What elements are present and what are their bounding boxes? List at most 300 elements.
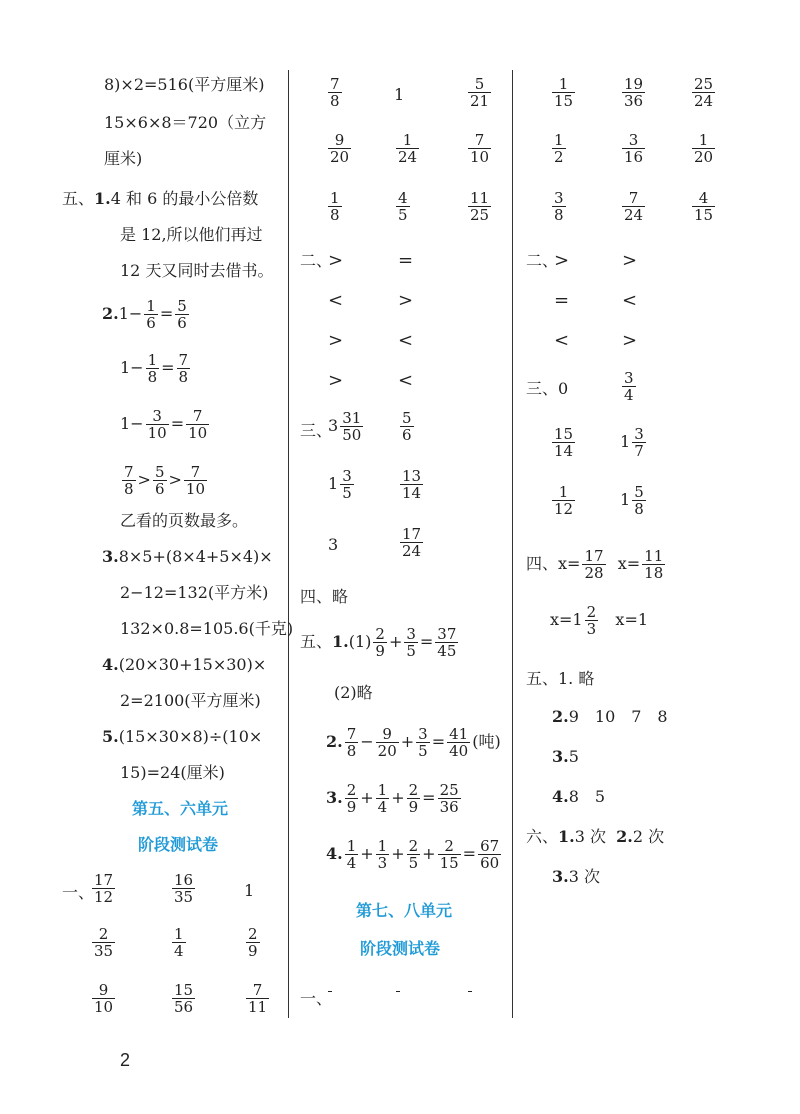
numerator: 5: [177, 297, 187, 315]
numerator: 11: [644, 547, 664, 565]
fraction: [175, 298, 189, 331]
fraction-cell: [90, 871, 117, 906]
denominator: 15: [439, 854, 459, 872]
grid-cell: [244, 982, 271, 1015]
denominator: 24: [624, 206, 644, 224]
grid-cell: [326, 190, 344, 223]
grid-cell: [394, 982, 402, 1000]
fraction: [328, 991, 332, 992]
denominator: 35: [174, 888, 194, 906]
section-prefix: 一、: [62, 883, 95, 902]
numerator: 7: [192, 407, 203, 425]
fraction: [144, 298, 158, 331]
mixed-number: [328, 468, 356, 501]
numerator: 37: [437, 625, 457, 643]
denominator: 15: [694, 206, 714, 224]
denominator: 40: [449, 742, 469, 760]
denominator: 20: [694, 148, 714, 166]
denominator: 8: [330, 206, 340, 224]
grid-cell: [620, 190, 647, 223]
numerator: 25: [439, 781, 459, 799]
unit: (吨): [472, 732, 501, 751]
fraction: [146, 408, 169, 441]
equals: =: [170, 414, 185, 433]
mixed-number: [328, 410, 365, 443]
numerator: 2: [408, 837, 419, 855]
fraction: [396, 991, 400, 992]
fraction-cell: [394, 189, 412, 224]
fraction-cell: [394, 85, 404, 104]
fraction: [340, 410, 363, 443]
variable: x=1: [550, 610, 583, 629]
numerator: 3: [628, 131, 639, 149]
operator: +: [422, 844, 436, 863]
mixed-number: [620, 484, 648, 517]
fraction-cell: [466, 131, 493, 166]
question-6-3: [552, 868, 600, 886]
denominator: [396, 991, 400, 992]
numerator: 3: [406, 625, 416, 643]
fraction: [468, 132, 491, 165]
variable: x=: [617, 554, 641, 573]
section-3: [526, 380, 568, 398]
fraction: [92, 982, 115, 1015]
numerator: 3: [634, 425, 644, 443]
grid-cell: [690, 132, 717, 165]
denominator: 8: [554, 206, 564, 224]
denominator: 10: [188, 424, 208, 442]
question-5-1: [300, 626, 460, 659]
whole: 1: [620, 432, 631, 451]
fraction-cell: [170, 981, 197, 1016]
grid-cell: [394, 132, 421, 165]
fraction-cell: [550, 131, 568, 166]
denominator: 7: [634, 442, 644, 460]
numerator: 1: [147, 351, 158, 369]
fraction: [632, 426, 646, 459]
numerator: 3: [152, 407, 162, 425]
denominator: 2: [554, 148, 564, 166]
question-3: [102, 548, 273, 566]
fraction: [177, 352, 191, 385]
answer-text: 12 天又同时去借书。: [120, 261, 274, 280]
answer-text: 2−12=132(平方米): [120, 583, 269, 602]
answer-text: 2 次: [632, 827, 665, 846]
comparison-symbol: =: [554, 290, 570, 311]
fraction-cell: [466, 981, 474, 1000]
fraction-cell: [620, 75, 647, 110]
numerator: 5: [634, 483, 644, 501]
fraction-cell: [398, 410, 416, 443]
numerator: 5: [402, 409, 412, 427]
numerator: 3: [624, 369, 634, 387]
fraction-cell: [398, 468, 425, 501]
sub-label: (1): [348, 632, 372, 651]
variable: x=1: [615, 610, 649, 629]
fraction: [92, 872, 115, 905]
whole: 1: [328, 474, 339, 493]
fraction: [622, 370, 636, 403]
fraction-cell: [550, 484, 577, 517]
section-prefix: 二、: [300, 251, 333, 270]
comparison-symbol: <: [398, 370, 414, 391]
operator: +: [388, 632, 403, 651]
fraction: [438, 838, 461, 871]
denominator: 10: [147, 424, 167, 442]
question-number: 1.: [94, 189, 111, 208]
fraction-cell: [620, 189, 647, 224]
denominator: 6: [146, 314, 156, 332]
question-5-4: [326, 838, 503, 871]
question-5-1: [62, 190, 258, 208]
fraction-cell: [550, 426, 577, 459]
fraction-cell: [550, 75, 577, 110]
numerator: 1: [146, 297, 156, 315]
numerator: 17: [94, 871, 114, 889]
numerator: 2: [375, 625, 385, 643]
fraction-cell: [326, 131, 353, 166]
fraction: [435, 626, 458, 659]
fraction: [692, 132, 715, 165]
section-6: [526, 828, 664, 846]
numerator: 7: [190, 463, 201, 481]
denominator: [468, 991, 472, 992]
comparison-symbol: >: [328, 250, 344, 271]
whole-number: 0: [558, 379, 569, 398]
comparison: >: [137, 470, 151, 489]
denominator: 4: [174, 942, 184, 960]
fraction: [552, 76, 575, 109]
question-number: 1.: [332, 632, 349, 651]
whole: 1: [620, 490, 631, 509]
answer-text: 4 和 6 的最小公倍数: [110, 189, 259, 208]
denominator: 14: [402, 484, 422, 502]
comparison-symbol: =: [398, 250, 414, 271]
fraction: [642, 548, 665, 581]
denominator: 10: [185, 480, 205, 498]
denominator: 3: [377, 854, 388, 872]
whole-number: 1: [394, 85, 405, 104]
fraction: [376, 838, 390, 871]
section-4-row-2: [550, 604, 648, 637]
numerator: 41: [449, 725, 469, 743]
whole-number: 3: [328, 535, 339, 554]
denominator: 4: [377, 798, 388, 816]
text-line: 8)×2=516(平方厘米): [104, 75, 265, 94]
numerator: 4: [398, 189, 408, 207]
numerator: 1: [330, 189, 340, 207]
denominator: 8: [178, 368, 189, 386]
numerator: 9: [382, 725, 392, 743]
column-divider: [512, 70, 513, 1018]
denominator: 24: [694, 92, 714, 110]
fraction: [92, 926, 115, 959]
fraction-cell: [326, 189, 344, 224]
fraction-cell: [394, 131, 421, 166]
fraction-cell: [466, 189, 493, 224]
denominator: 16: [624, 148, 644, 166]
operator: +: [360, 844, 374, 863]
fraction: [328, 132, 351, 165]
question-number: 2.: [552, 707, 569, 726]
answer-text: 是 12,所以他们再过: [120, 225, 263, 244]
denominator: 36: [439, 798, 459, 816]
answer-text: 2=2100(平方厘米): [120, 691, 261, 710]
grid-cell: [466, 190, 493, 223]
denominator: 8: [330, 92, 340, 110]
numerator: 7: [178, 351, 189, 369]
fraction: [373, 626, 387, 659]
question-5-4: [552, 788, 605, 806]
numerator: 2: [98, 925, 109, 943]
denominator: 35: [94, 942, 114, 960]
fraction: [246, 926, 260, 959]
grid-cell: [690, 190, 717, 223]
question-5: [102, 728, 262, 746]
denominator: 20: [330, 148, 350, 166]
question-number: 2.: [616, 827, 633, 846]
fraction: [246, 982, 269, 1015]
fraction-cell: [690, 75, 717, 110]
numerator: 2: [248, 925, 258, 943]
equals: =: [159, 304, 174, 323]
fraction: [407, 782, 421, 815]
question-5-3: [326, 782, 463, 815]
fraction: [396, 190, 410, 223]
numerator: 1: [558, 75, 569, 93]
answer-text: (15×30×8)÷(10×: [118, 727, 263, 746]
denominator: 3: [586, 620, 597, 638]
fraction: [552, 190, 566, 223]
denominator: [328, 991, 332, 992]
question-5-3: [552, 748, 579, 766]
fraction: [407, 838, 421, 871]
denominator: 60: [480, 854, 500, 872]
fraction: [622, 132, 645, 165]
denominator: 5: [418, 742, 428, 760]
question-number: 3.: [102, 547, 119, 566]
numerator: 2: [444, 837, 454, 855]
question-2-line-3: [120, 408, 211, 441]
grid-cell: [466, 76, 493, 109]
section-prefix: 二、: [526, 251, 559, 270]
fraction: [146, 352, 160, 385]
denominator: 9: [375, 642, 385, 660]
equals: =: [161, 358, 175, 377]
grid-cell: [466, 132, 493, 165]
fraction: [184, 464, 207, 497]
numerator: 11: [470, 189, 490, 207]
fraction-cell: [398, 526, 425, 559]
answer-text: (2)略: [334, 683, 373, 702]
equals: =: [431, 732, 446, 751]
numerator: 2: [346, 781, 357, 799]
question-2-line-1: [102, 298, 191, 331]
section-4-row-1: [526, 548, 667, 581]
grid-cell: [550, 76, 577, 109]
grid-cell: [90, 872, 117, 905]
numerator: 7: [628, 189, 639, 207]
fraction: [328, 76, 342, 109]
fraction: [632, 484, 646, 517]
fraction: [585, 604, 599, 637]
denominator: 24: [398, 148, 418, 166]
numerator: 1: [346, 837, 357, 855]
fraction: [172, 926, 186, 959]
question-2-line-4: [120, 464, 209, 497]
grid-cell: [170, 872, 197, 905]
denominator: 10: [470, 148, 490, 166]
fraction-cell: [466, 75, 493, 110]
numerator: 1: [377, 781, 388, 799]
operator: −: [360, 732, 374, 751]
question-number: 4.: [326, 844, 343, 863]
unit-title: 第五、六单元: [132, 799, 229, 818]
question-number: 3.: [552, 867, 569, 886]
text-line: 15×6×8＝720（立方: [104, 113, 267, 132]
question-number: 3.: [552, 747, 569, 766]
denominator: 8: [346, 742, 357, 760]
fraction: [552, 132, 566, 165]
fraction: [468, 76, 491, 109]
numerator: 17: [402, 525, 422, 543]
answer-text: 9 10 7 8: [568, 707, 668, 726]
section-prefix: 三、: [300, 421, 333, 440]
denominator: 5: [408, 854, 419, 872]
numerator: 2: [586, 603, 597, 621]
grid-cell: [244, 926, 262, 959]
fraction: [478, 838, 501, 871]
answer-text: 3 次: [574, 827, 606, 846]
comparison-symbol: <: [398, 330, 414, 351]
fraction: [447, 726, 470, 759]
question-2-line-2: [120, 352, 192, 385]
numerator: 1: [698, 131, 709, 149]
numerator: 7: [474, 131, 485, 149]
fraction: [376, 726, 399, 759]
answer-text: 乙看的页数最多。: [120, 511, 249, 530]
answer-text: 8 5: [568, 787, 606, 806]
numerator: 1: [174, 925, 184, 943]
denominator: 56: [174, 998, 194, 1016]
fraction: [552, 426, 575, 459]
fraction-cell: [326, 75, 344, 110]
fraction: [622, 190, 645, 223]
numerator: 67: [480, 837, 500, 855]
question-5-2: [552, 708, 668, 726]
comparison-symbol: >: [328, 370, 344, 391]
grid-cell: [326, 132, 353, 165]
denominator: 4: [624, 386, 634, 404]
denominator: 6: [154, 480, 165, 498]
numerator: 31: [342, 409, 362, 427]
denominator: 18: [644, 564, 664, 582]
section-prefix: 六、: [526, 827, 559, 846]
fraction-cell: [170, 925, 188, 960]
fraction: [172, 872, 195, 905]
numerator: 2: [408, 781, 419, 799]
section-4: 四、略: [300, 587, 349, 606]
grid-cell: [690, 76, 717, 109]
fraction: [345, 782, 359, 815]
numerator: 4: [698, 189, 709, 207]
comparison: >: [168, 470, 182, 489]
fraction: [396, 132, 419, 165]
whole: 3: [328, 416, 339, 435]
comparison-symbol: >: [328, 330, 344, 351]
question-number: 5.: [102, 727, 119, 746]
text-line: 厘米): [104, 149, 143, 168]
unit-subtitle: 阶段测试卷: [138, 835, 219, 854]
fraction-cell: [90, 925, 117, 960]
denominator: 6: [402, 426, 412, 444]
denominator: 5: [342, 484, 352, 502]
denominator: 14: [554, 442, 574, 460]
numerator: 5: [154, 463, 165, 481]
numerator: 3: [554, 189, 564, 207]
denominator: 9: [248, 942, 258, 960]
numerator: 7: [252, 981, 263, 999]
grid-cell: [620, 76, 647, 109]
grid-cell: [170, 926, 188, 959]
numerator: 7: [346, 725, 357, 743]
fraction: [400, 468, 423, 501]
denominator: 12: [94, 888, 114, 906]
section-prefix: 五、: [62, 189, 95, 208]
numerator: 7: [330, 75, 340, 93]
section-prefix: 五、: [300, 632, 333, 651]
numerator: 3: [342, 467, 352, 485]
operator: +: [360, 788, 374, 807]
numerator: 3: [418, 725, 428, 743]
numerator: 17: [584, 547, 604, 565]
fraction: [328, 190, 342, 223]
fraction: [692, 190, 715, 223]
numerator: 7: [124, 463, 134, 481]
fraction: [582, 548, 605, 581]
denominator: 8: [124, 480, 134, 498]
whole-number: 1: [244, 881, 255, 900]
fraction-cell: [244, 881, 254, 900]
fraction: [438, 782, 461, 815]
grid-cell: [550, 132, 568, 165]
numerator: 9: [98, 981, 109, 999]
grid-cell: [620, 132, 647, 165]
fraction-cell: [244, 981, 271, 1016]
denominator: 36: [624, 92, 644, 110]
fraction-cell: [690, 189, 717, 224]
fraction: [404, 626, 418, 659]
denominator: 25: [470, 206, 490, 224]
answer-text: 15)=24(厘米): [120, 763, 225, 782]
expr-part: 1−: [120, 414, 144, 433]
grid-cell: [326, 982, 334, 1000]
fraction: [340, 468, 354, 501]
question-number: 1.: [558, 827, 575, 846]
equals: =: [422, 788, 436, 807]
comparison-symbol: >: [398, 290, 414, 311]
denominator: 45: [437, 642, 457, 660]
numerator: 15: [554, 425, 574, 443]
section-prefix: 一、: [300, 989, 333, 1008]
denominator: 12: [554, 500, 574, 518]
denominator: 9: [408, 798, 419, 816]
fraction-cell: [550, 189, 568, 224]
denominator: 50: [342, 426, 362, 444]
section-prefix: 三、: [526, 379, 559, 398]
unit-title: 第七、八单元: [356, 901, 453, 920]
comparison-symbol: >: [622, 330, 638, 351]
